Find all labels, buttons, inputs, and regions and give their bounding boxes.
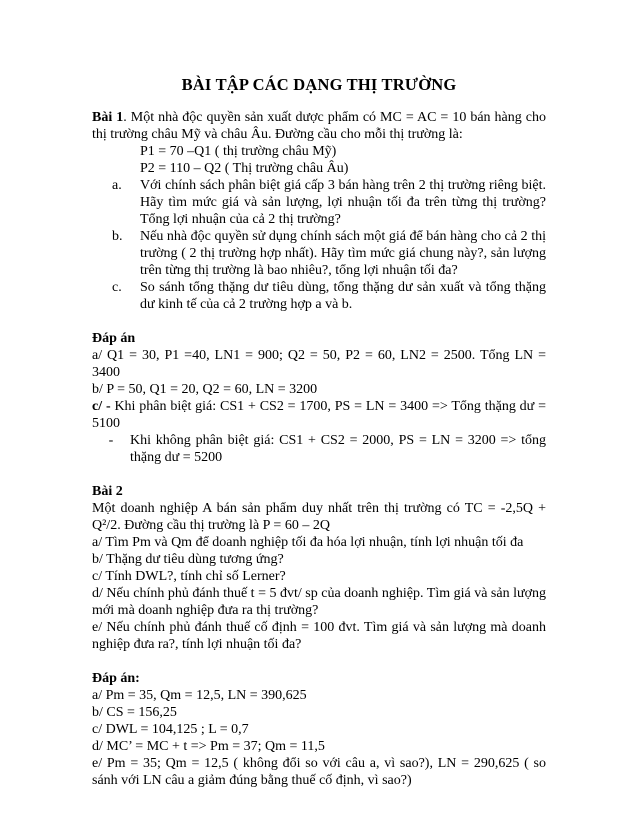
dash-item-text: Khi không phân biệt giá: CS1 + CS2 = 2000, PS = LN = 3200 => tổng thặng dư = 5200 — [130, 433, 546, 465]
dapan1-b: b/ P = 50, Q1 = 20, Q2 = 60, LN = 3200 — [92, 382, 318, 397]
bai1-equation-1: P1 = 70 –Q1 ( thị trường châu Mỹ) — [140, 144, 337, 159]
bai1-equation-2: P2 = 110 – Q2 ( Thị trường châu Âu) — [140, 161, 349, 176]
dapan2-label: Đáp án: — [92, 671, 140, 686]
dapan1-label: Đáp án — [92, 331, 136, 346]
bai2-label: Bài 2 — [92, 484, 123, 499]
dash-marker: - — [108, 433, 114, 448]
dapan1-c-text: Khi phân biệt giá: CS1 + CS2 = 1700, PS = LN = 3400 => Tổng thặng dư = 5100 — [92, 399, 546, 431]
bai2-intro: Một doanh nghiệp A bán sản phẩm duy nhất trên thị trường có TC = -2,5Q + Q²/2. Đường cầu thị trường là P = 60 – 2Q — [92, 501, 546, 533]
list-item-text: Nếu nhà độc quyền sử dụng chính sách một giá để bán hàng cho cả 2 thị trường ( 2 thị trường hợp nhất). Hãy tìm mức giá chung này?, sản lượng trên từng thị trường là bao nhiêu?, tổng lợi nhuận tối đa? — [140, 229, 546, 278]
list-marker: c. — [112, 280, 122, 295]
bai2-question-c: c/ Tính DWL?, tính chỉ số Lerner? — [92, 569, 286, 584]
bai1-question-c — [92, 279, 546, 313]
bai1-label: Bài 1 — [92, 110, 124, 125]
bai2-question-e: e/ Nếu chính phủ đánh thuế cố định = 100 đvt. Tìm giá và sản lượng mà doanh nghiệp đưa ra?, tính lợi nhuận tối đa? — [92, 620, 546, 652]
list-item-text: Với chính sách phân biệt giá cấp 3 bán hàng trên 2 thị trường riêng biệt. Hãy tìm mức giá và sản lượng, lợi nhuận tối đa trên từng thị trường? Tổng lợi nhuận của cả 2 thị trường? — [140, 178, 546, 227]
bai1-question-b — [92, 228, 546, 279]
list-item-text: So sánh tổng thặng dư tiêu dùng, tổng thặng dư sản xuất và tổng thặng dư kinh tế của cả 2 trường hợp a và b. — [140, 280, 546, 312]
list-marker: b. — [112, 229, 123, 244]
dapan2-e: e/ Pm = 35; Qm = 12,5 ( không đổi so với câu a, vì sao?), LN = 290,625 ( so sánh với LN câu a giảm đúng bằng thuế cố định, vì sao?) — [92, 756, 546, 788]
dapan2-c: c/ DWL = 104,125 ; L = 0,7 — [92, 722, 249, 737]
dapan2-b: b/ CS = 156,25 — [92, 705, 177, 720]
bai1-intro-text: . Một nhà độc quyền sản xuất dược phẩm có MC = AC = 10 bán hàng cho thị trường châu Mỹ và châu Âu. Đường cầu cho mỗi thị trường là: — [92, 110, 546, 142]
page-title: BÀI TẬP CÁC DẠNG THỊ TRƯỜNG — [181, 75, 457, 94]
dapan2-d: d/ MC’ = MC + t => Pm = 37; Qm = 11,5 — [92, 739, 325, 754]
bai2-question-a: a/ Tìm Pm và Qm để doanh nghiệp tối đa hóa lợi nhuận, tính lợi nhuận tối đa — [92, 535, 524, 550]
bai1-question-a — [92, 177, 546, 228]
dapan1-a: a/ Q1 = 30, P1 =40, LN1 = 900; Q2 = 50, P2 = 60, LN2 = 2500. Tổng LN = 3400 — [92, 348, 546, 380]
dapan1-c-marker: c/ - — [92, 399, 111, 414]
dapan1-c-dash-item — [92, 432, 546, 466]
dapan2-a: a/ Pm = 35, Qm = 12,5, LN = 390,625 — [92, 688, 307, 703]
bai1-intro — [92, 109, 546, 143]
bai2-question-d: d/ Nếu chính phủ đánh thuế t = 5 đvt/ sp của doanh nghiệp. Tìm giá và sản lượng mới mà doanh nghiệp đưa ra thị trường? — [92, 586, 546, 618]
bai2-question-b: b/ Thặng dư tiêu dùng tương ứng? — [92, 552, 284, 567]
bai1-question-list — [92, 177, 546, 313]
dapan1-c — [92, 398, 546, 432]
list-marker: a. — [112, 178, 122, 193]
document-body — [92, 109, 546, 789]
